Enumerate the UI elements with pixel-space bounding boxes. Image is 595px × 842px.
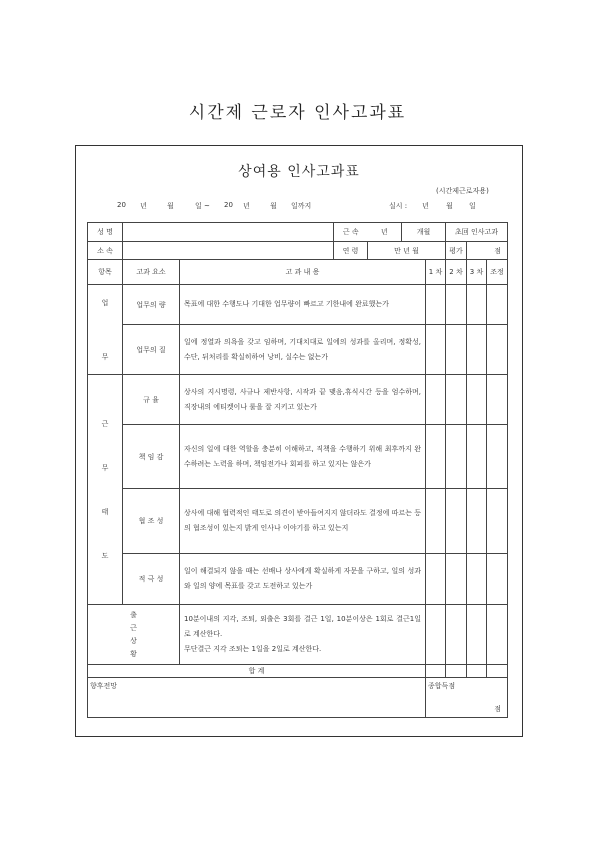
element-label: 책 임 감	[123, 425, 180, 489]
score-cell-2[interactable]	[446, 605, 467, 665]
table-row	[88, 554, 508, 605]
section-attitude-char: 무	[101, 463, 109, 472]
header-adjust: 조정	[487, 260, 508, 285]
score-cell-3[interactable]	[467, 325, 487, 375]
section-attitude-char: 태	[101, 507, 109, 516]
page-title: 시간제 근로자 인사고과표	[188, 103, 407, 123]
attendance-rule-2: 무단결근 지각 조퇴는 1일을 2일로 계산한다.	[184, 645, 322, 653]
element-description: 상사에 대해 협력적인 태도로 의견이 받아들여지지 않더라도 결정에 따르는 등의 협조성이 있는지 밝게 인사나 이야기를 하고 있는지	[180, 489, 426, 554]
service-months[interactable]	[402, 223, 446, 242]
exec-label: 실시 :	[389, 202, 408, 210]
score-cell-1[interactable]	[426, 425, 446, 489]
form-subtitle: 상여용 인사고과표	[238, 164, 360, 180]
table-row	[88, 325, 508, 375]
exec-day: 일	[469, 202, 476, 210]
info-row-1	[88, 223, 508, 242]
table-row	[88, 285, 508, 325]
section-attendance-char: 근	[130, 623, 137, 632]
total-row	[88, 665, 508, 678]
period-y2: 년	[243, 202, 250, 210]
period-line	[117, 201, 517, 213]
element-description: 일에 정열과 의욕을 갖고 임하며, 기대치대로 일에의 성과를 올리며, 정확성, 수단, 뒤처리를 확실히하여 낭비, 실수는 없는가	[180, 325, 426, 375]
section-attendance-char: 상	[130, 636, 137, 645]
header-round-2: 2 차	[446, 260, 467, 285]
service-year-unit: 년	[380, 228, 388, 236]
section-work-char: 업	[101, 298, 109, 307]
table-row	[88, 425, 508, 489]
period-year1: 20	[117, 201, 126, 209]
age-label: 연 령	[334, 242, 368, 260]
appraisal-table	[87, 222, 508, 718]
attendance-rule-1: 10분이내의 지각, 조퇴, 외출은 3회를 결근 1일, 10분이상은 1회로 결근1일로 계산한다.	[184, 615, 422, 638]
header-content: 고 과 내 용	[180, 260, 426, 285]
name-field[interactable]	[123, 223, 334, 242]
section-work	[88, 285, 123, 375]
attendance-row	[88, 605, 508, 665]
outlook-field[interactable]	[88, 678, 426, 718]
section-attitude	[88, 375, 123, 605]
adjust-cell[interactable]	[487, 554, 508, 605]
total-label: 합 계	[88, 665, 426, 678]
section-attitude-char: 도	[101, 551, 109, 560]
element-label: 협 조 성	[123, 489, 180, 554]
review-label: 초回 인사고과	[446, 223, 508, 242]
score-cell-2[interactable]	[446, 489, 467, 554]
section-attitude-char: 근	[101, 419, 109, 428]
score-cell-2[interactable]	[446, 285, 467, 325]
header-round-3: 3 차	[467, 260, 487, 285]
score-cell-3[interactable]	[467, 489, 487, 554]
overall-score-label: 종합득점	[428, 682, 456, 690]
header-element: 고과 요소	[123, 260, 180, 285]
element-description: 자신의 일에 대한 역할을 충분히 이해하고, 직책을 수행하기 위해 최후까지 완수하려는 노력을 하며, 책임전가나 회피를 하고 있지는 않은가	[180, 425, 426, 489]
form-note: (시간제근로자용)	[436, 187, 489, 195]
adjust-cell[interactable]	[487, 489, 508, 554]
table-row	[88, 489, 508, 554]
adjust-cell[interactable]	[487, 375, 508, 425]
element-label: 업무의 질	[123, 325, 180, 375]
score-cell-2[interactable]	[446, 554, 467, 605]
total-adjust-cell[interactable]	[487, 665, 508, 678]
adjust-cell[interactable]	[487, 325, 508, 375]
info-row-2	[88, 242, 508, 260]
total-cell-2[interactable]	[446, 665, 467, 678]
element-label: 업무의 량	[123, 285, 180, 325]
adjust-cell[interactable]	[487, 285, 508, 325]
score-cell-2[interactable]	[446, 325, 467, 375]
dept-label: 소 속	[88, 242, 123, 260]
score-cell-3[interactable]	[467, 285, 487, 325]
service-label: 근 속	[334, 223, 368, 242]
score-cell-1[interactable]	[426, 489, 446, 554]
section-attendance	[88, 605, 180, 665]
score-cell-3[interactable]	[467, 605, 487, 665]
element-description: 상사의 지시명령, 사규나 제반사항, 시작과 끝 맺음,휴식시간 등을 엄수하며, 직장내의 에티켓이나 룰을 잘 지키고 있는가	[180, 375, 426, 425]
rating-score-field[interactable]	[467, 242, 508, 260]
score-cell-3[interactable]	[467, 375, 487, 425]
score-cell-2[interactable]	[446, 375, 467, 425]
period-d2: 일까지	[291, 202, 312, 210]
table-row	[88, 375, 508, 425]
overall-score-field[interactable]	[426, 678, 508, 718]
score-cell-1[interactable]	[426, 605, 446, 665]
header-row	[88, 260, 508, 285]
period-y1: 년	[140, 202, 147, 210]
total-cell-1[interactable]	[426, 665, 446, 678]
attendance-description	[180, 605, 426, 665]
service-month-unit: 개월	[416, 228, 431, 236]
name-label: 성 명	[88, 223, 123, 242]
score-cell-2[interactable]	[446, 425, 467, 489]
score-cell-3[interactable]	[467, 425, 487, 489]
exec-year: 년	[422, 202, 429, 210]
section-work-char: 무	[101, 352, 109, 361]
period-m2: 월	[270, 202, 277, 210]
period-d1: 일 ~	[195, 202, 210, 210]
element-label: 규 율	[123, 375, 180, 425]
adjust-cell[interactable]	[487, 605, 508, 665]
adjust-cell[interactable]	[487, 425, 508, 489]
outlook-label: 향후전망	[90, 682, 118, 690]
score-cell-3[interactable]	[467, 554, 487, 605]
score-cell-1[interactable]	[426, 554, 446, 605]
score-cell-1[interactable]	[426, 375, 446, 425]
total-cell-3[interactable]	[467, 665, 487, 678]
score-cell-1[interactable]	[426, 325, 446, 375]
service-years[interactable]	[368, 223, 402, 242]
rating-label: 평가	[446, 242, 467, 260]
element-label: 적 극 성	[123, 554, 180, 605]
header-item: 항목	[88, 260, 123, 285]
element-description: 목표에 대한 수행도나 기대한 업무량이 빠르고 기한내에 완료했는가	[180, 285, 426, 325]
section-attendance-char: 황	[130, 649, 137, 658]
section-attendance-char: 출	[130, 610, 137, 619]
exec-month: 월	[446, 202, 453, 210]
outlook-row	[88, 678, 508, 718]
overall-score-unit: 점	[494, 705, 502, 713]
period-m1: 월	[167, 202, 174, 210]
period-year2: 20	[224, 201, 233, 209]
rating-score-unit: 점	[494, 246, 502, 255]
element-description: 일이 해결되지 않을 때는 선배나 상사에게 확실하게 자문을 구하고, 일의 성과와 일의 양에 목표를 갖고 도전하고 있는가	[180, 554, 426, 605]
dept-field[interactable]	[123, 242, 334, 260]
age-field[interactable]: 만 년 월	[368, 242, 446, 260]
score-cell-1[interactable]	[426, 285, 446, 325]
header-round-1: 1 차	[426, 260, 446, 285]
